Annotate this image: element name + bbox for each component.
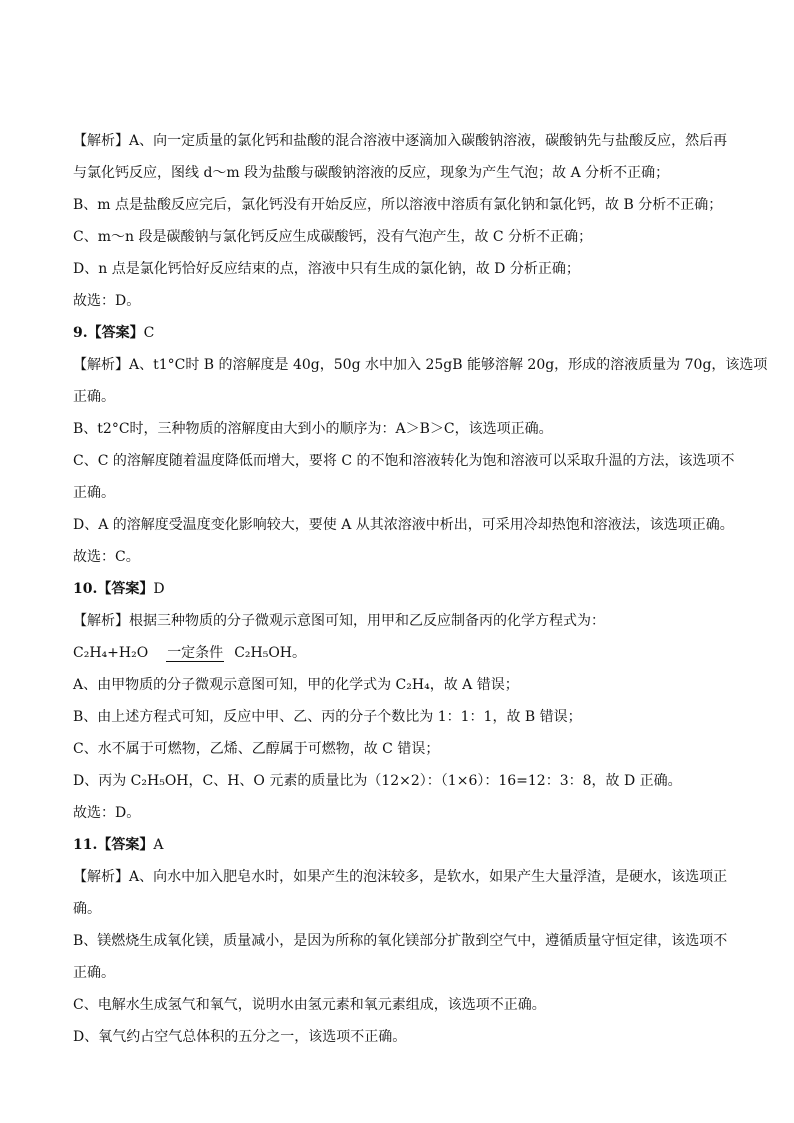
q8-analysis-line-2: 与氯化钙反应，图线 d～m 段为盐酸与碳酸钠溶液的反应，现象为产生气泡；故 A 分析不正确； (73, 165, 670, 181)
q9-analysis-line-5: 正确。 (73, 485, 115, 501)
q9-answer-value: C (143, 325, 155, 341)
equation-product: C₂H₅OH。 (234, 645, 307, 661)
q10-analysis-line-3: A、由甲物质的分子微观示意图可知，甲的化学式为 C₂H₄，故 A 错误； (73, 677, 519, 693)
q10-analysis-line-5: C、水不属于可燃物，乙烯、乙醇属于可燃物，故 C 错误； (73, 741, 440, 757)
equation-condition (166, 643, 224, 663)
q11-analysis-line-2: 确。 (73, 901, 101, 917)
q10-number: 10. (73, 581, 98, 597)
q11-answer-heading (73, 835, 733, 855)
q11-analysis-line-1: 【解析】A、向水中加入肥皂水时，如果产生的泡沫较多，是软水，如果产生大量浮渣，是硬水，该选项正 (73, 869, 728, 885)
q11-analysis-line-3: B、镁燃烧生成氧化镁，质量减小，是因为所称的氧化镁部分扩散到空气中，遵循质量守恒定律，该选项不 (73, 933, 728, 949)
q9-analysis-line-6: D、A 的溶解度受温度变化影响较大，要使 A 从其浓溶液中析出，可采用冷却热饱和溶液法，该选项正确。 (73, 517, 734, 533)
q9-analysis-line-2: 正确。 (73, 389, 115, 405)
q10-answer-heading (73, 579, 733, 599)
q9-analysis-line-1: 【解析】A、t1°C时 B 的溶解度是 40g，50g 水中加入 25gB 能够溶解 20g，形成的溶液质量为 70g，该选项 (73, 357, 768, 373)
q11-answer-label: 【答案】 (97, 837, 154, 853)
q11-number: 11. (73, 837, 98, 853)
q9-answer-heading (73, 323, 733, 343)
q8-analysis-line-3: B、m 点是盐酸反应完后，氯化钙没有开始反应，所以溶液中溶质有氯化钠和氯化钙，故 B 分析不正确； (73, 197, 723, 213)
q11-analysis-line-4: 正确。 (73, 965, 115, 981)
q9-analysis-line-3: B、t2°C时，三种物质的溶解度由大到小的顺序为：A＞B＞C，该选项正确。 (73, 421, 553, 437)
q11-analysis-line-6: D、氧气约占空气总体积的五分之一，该选项不正确。 (73, 1029, 407, 1045)
equation-reactants: C₂H₄+H₂O (73, 645, 149, 661)
q10-chemical-equation (73, 643, 733, 663)
q8-analysis-line-1: 【解析】A、向一定质量的氯化钙和盐酸的混合溶液中逐滴加入碳酸钠溶液，碳酸钠先与盐酸反应，然后再 (73, 133, 728, 149)
equation-condition-text: 一定条件 (167, 645, 224, 661)
q10-analysis-line-1: 【解析】根据三种物质的分子微观示意图可知，用甲和乙反应制备丙的化学方程式为： (73, 613, 605, 629)
q10-analysis-line-4: B、由上述方程式可知，反应中甲、乙、丙的分子个数比为 1：1：1，故 B 错误； (73, 709, 582, 725)
q10-answer-label: 【答案】 (97, 581, 154, 597)
q9-analysis-line-4: C、C 的溶解度随着温度降低而增大，要将 C 的不饱和溶液转化为饱和溶液可以采取升温的方法，该选项不 (73, 453, 735, 469)
equation-arrow-line (166, 661, 224, 662)
q9-answer-label: 【答案】 (87, 325, 144, 341)
q9-conclusion: 故选：C。 (73, 549, 140, 565)
q10-conclusion: 故选：D。 (73, 805, 141, 821)
q8-conclusion: 故选：D。 (73, 293, 141, 309)
q8-analysis-line-4: C、m～n 段是碳酸钠与氯化钙反应生成碳酸钙，没有气泡产生，故 C 分析不正确； (73, 229, 593, 245)
q9-number: 9. (73, 325, 88, 341)
q11-analysis-line-5: C、电解水生成氢气和氧气，说明水由氢元素和氧元素组成，该选项不正确。 (73, 997, 546, 1013)
q10-answer-value: D (153, 581, 165, 597)
q8-analysis-line-5: D、n 点是氯化钙恰好反应结束的点，溶液中只有生成的氯化钠，故 D 分析正确； (73, 261, 580, 277)
q11-answer-value: A (153, 837, 164, 853)
q10-analysis-line-6: D、丙为 C₂H₅OH，C、H、O 元素的质量比为（12×2）：（1×6）：16=12：3：8，故 D 正确。 (73, 773, 682, 789)
